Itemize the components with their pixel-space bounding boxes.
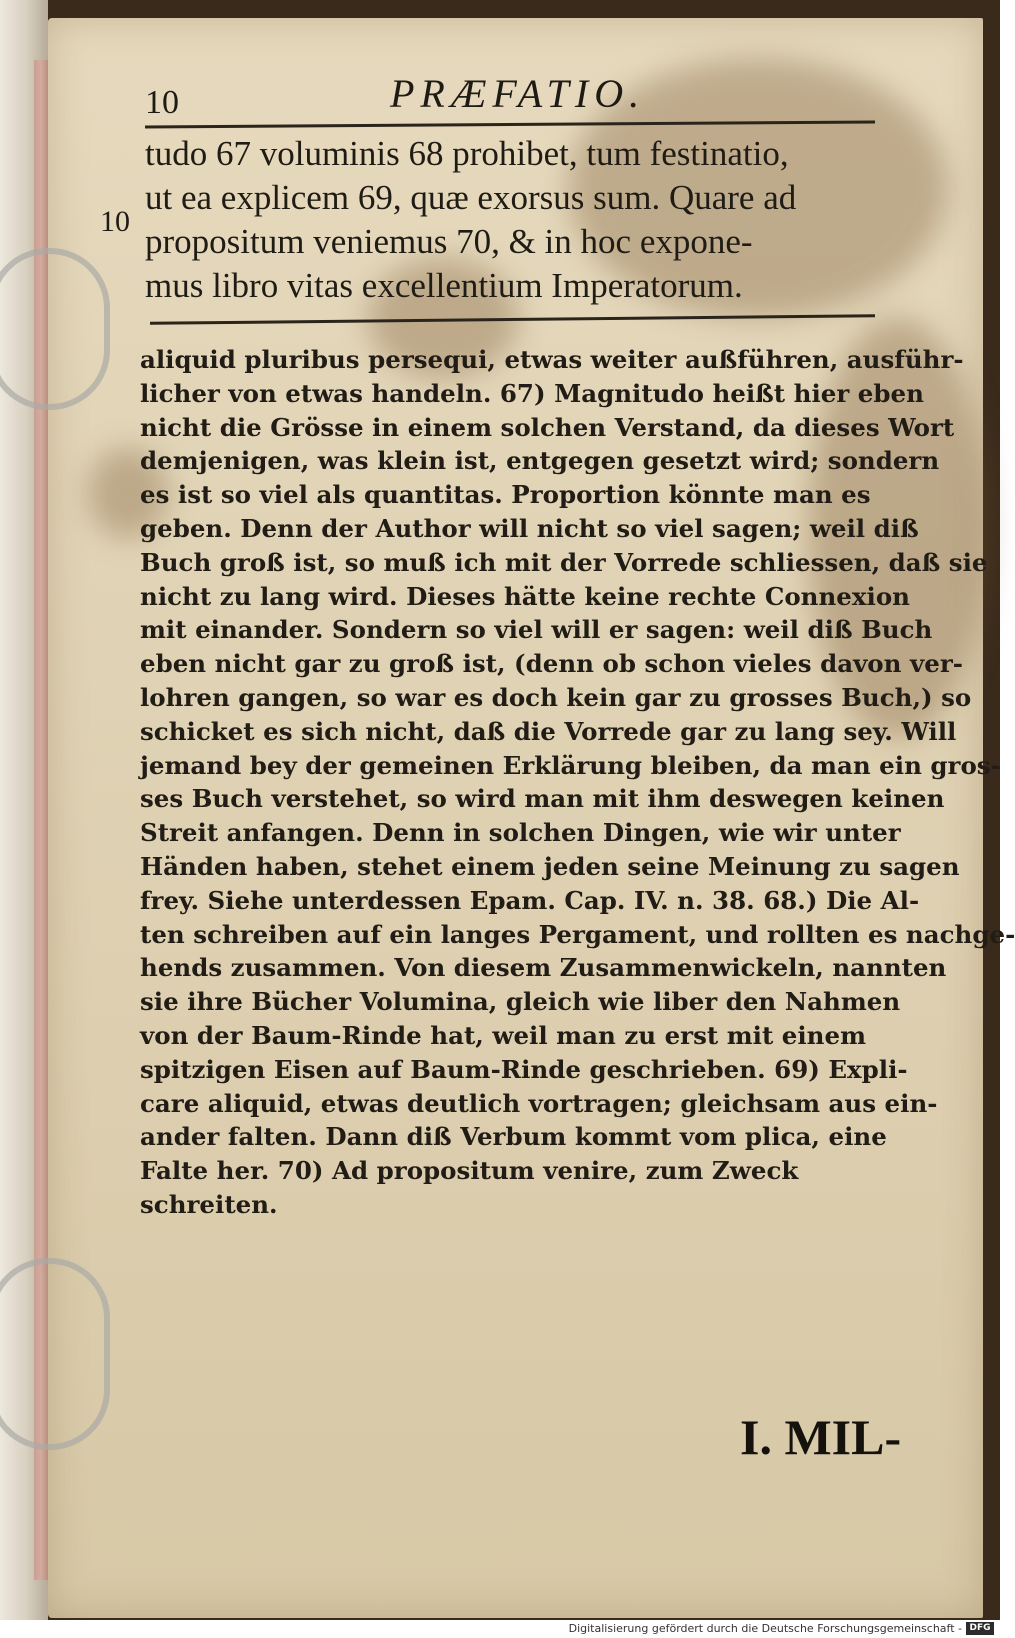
note-line: sie ihre Bücher Volumina, gleich wie liber den Nahmen xyxy=(140,987,901,1017)
catchword: I. MIL- xyxy=(740,1409,902,1465)
note-line: geben. Denn der Author will nicht so viel sagen; weil diß xyxy=(140,513,919,543)
commentary-notes xyxy=(140,343,1015,1222)
note-line: ander falten. Dann diß Verbum kommt vom plica, eine xyxy=(140,1122,887,1152)
note-line: schreiten. xyxy=(140,1189,278,1219)
note-line: Händen haben, stehet einem jeden seine Meinung zu sagen xyxy=(140,851,960,881)
note-line: es ist so viel als quantitas. Proportion könnte man es xyxy=(140,480,871,510)
note-line: schicket es sich nicht, daß die Vorrede gar zu lang sey. Will xyxy=(140,716,957,746)
section-title: PRÆFATIO. xyxy=(390,71,646,116)
note-line: nicht die Grösse in einem solchen Verstand, da dieses Wort xyxy=(140,412,955,442)
text-line: ut ea explicem 69, quæ exorsus sum. Quare ad xyxy=(145,178,797,217)
note-line: spitzigen Eisen auf Baum-Rinde geschrieben. 69) Expli- xyxy=(140,1054,908,1084)
text-line: tudo 67 voluminis 68 prohibet, tum festinatio, xyxy=(145,134,789,173)
note-line: jemand bey der gemeinen Erklärung bleiben, da man ein gros- xyxy=(140,750,1001,780)
digitization-footer xyxy=(0,1620,1000,1638)
note-line: lohren gangen, so war es doch kein gar zu grosses Buch,) so xyxy=(140,682,972,712)
note-line: Buch groß ist, so muß ich mit der Vorrede schliessen, daß sie xyxy=(140,547,988,577)
note-line: demjenigen, was klein ist, entgegen gesetzt wird; sondern xyxy=(140,446,940,476)
note-line: hends zusammen. Von diesem Zusammenwickeln, nannten xyxy=(140,953,947,983)
note-line: eben nicht gar zu groß ist, (denn ob schon vieles davon ver- xyxy=(140,649,963,679)
paper-clip xyxy=(0,1258,110,1450)
note-line: licher von etwas handeln. 67) Magnitudo heißt hier eben xyxy=(140,378,924,408)
note-line: frey. Siehe unterdessen Epam. Cap. IV. n. 38. 68.) Die Al- xyxy=(140,885,920,915)
text-line: mus libro vitas excellentium Imperatorum. xyxy=(145,266,743,305)
note-line: ses Buch verstehet, so wird man mit ihm deswegen keinen xyxy=(140,784,945,814)
text-line: propositum veniemus 70, & in hoc expone- xyxy=(145,222,753,261)
page-number: 10 xyxy=(145,84,179,121)
dfg-logo: DFG xyxy=(966,1622,994,1635)
note-line: Falte her. 70) Ad propositum venire, zum Zweck xyxy=(140,1156,799,1186)
note-line: care aliquid, etwas deutlich vortragen; gleichsam aus ein- xyxy=(140,1088,938,1118)
note-line: von der Baum-Rinde hat, weil man zu erst mit einem xyxy=(140,1020,867,1050)
paper-clip xyxy=(0,248,110,410)
line-number-marker: 10 xyxy=(100,205,130,238)
note-line: mit einander. Sondern so viel will er sagen: weil diß Buch xyxy=(140,615,933,645)
funding-credit: Digitalisierung gefördert durch die Deutsche Forschungsgemeinschaft - xyxy=(568,1622,962,1635)
note-line: ten schreiben auf ein langes Pergament, und rollten es nachge- xyxy=(140,919,1015,949)
note-line: aliquid pluribus persequi, etwas weiter außführen, ausführ- xyxy=(140,345,964,374)
note-line: Streit anfangen. Denn in solchen Dingen, wie wir unter xyxy=(140,818,901,848)
main-latin-text xyxy=(145,132,885,308)
note-line: nicht zu lang wird. Dieses hätte keine rechte Connexion xyxy=(140,581,910,611)
running-head xyxy=(145,70,880,120)
